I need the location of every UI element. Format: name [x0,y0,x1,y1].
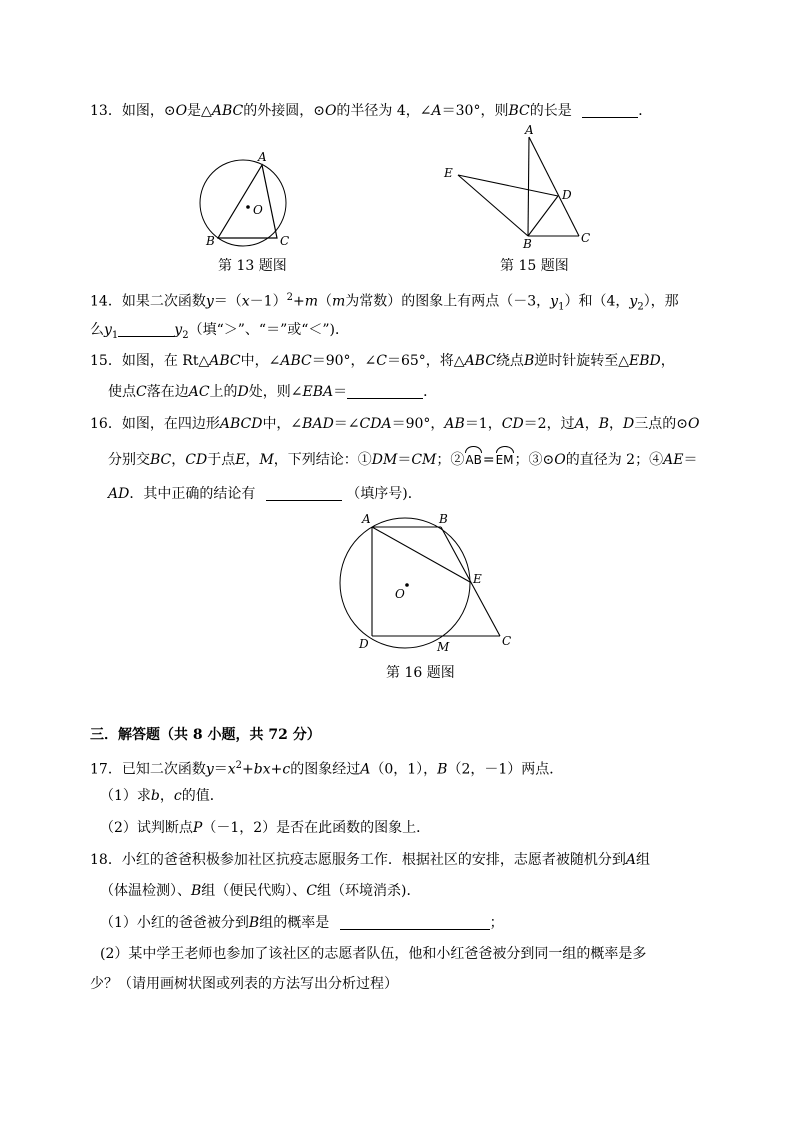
fig16-circle [340,518,470,648]
figure-15 [438,124,598,254]
arc-ab: AB [464,450,482,470]
fig16-seg-BC [441,527,500,636]
fig13-label-C: C [280,234,290,248]
figure-13 [195,145,315,255]
q16-line-3: AD．其中正确的结论有 （填序号)． [108,486,422,502]
fig13-triangle [218,165,277,238]
q16-answer-blank [266,484,342,501]
section-3-title: 三．解答题（共 8 小题，共 72 分） [90,727,321,743]
fig13-label-A: A [258,150,267,164]
q14-line-2: 么$y_1$ $y_2$（填“＞”、“＝”或“＜”)． [90,322,349,341]
fig13-label-O: O [253,203,263,217]
q15-answer-blank [347,382,423,399]
q13-answer-blank [582,101,638,118]
q18-answer-blank [340,913,490,930]
fig15-label-E: E [444,166,453,180]
fig15-seg-ED [458,175,558,196]
q17-line-1: 17．已知二次函数$y=x^2+bx+c$的图象经过A（0，1），B（2，－1）两点． [90,760,564,778]
q15-line-2: 使点C落在边AC上的D处，则∠EBA＝ ． [108,384,438,400]
q14-line-1: 14．如果二次函数$y=(x-1)^2+m(m$为常数）的图象上有两点（－3，$y_1$）和（4，$y_2$），那 [90,292,679,313]
fig13-label-B: B [206,234,215,248]
fig16-label-E: E [473,572,482,586]
q18-line-2: （体温检测）、B组（便民代购）、C组（环境消杀)． [100,883,421,899]
fig16-label-C: C [502,634,512,648]
fig16-label-O: O [395,587,405,601]
q17-part-1: （1）求b，c的值． [100,788,224,804]
fig15-seg-EB [458,175,528,236]
fig16-label-A: A [362,512,371,526]
fig15-label-D: D [562,188,572,202]
fig15-seg-BD [528,196,558,236]
arc-em: EM [495,450,515,470]
q15-line-1: 15．如图，在 Rt△ABC中，∠ABC＝90°，∠C＝65°，将△ABC绕点B逆时针旋转至△EBD， [90,353,675,369]
fig15-label-B: B [523,237,532,251]
q17-part-2: （2）试判断点P（－1，2）是否在此函数的图象上． [100,820,431,836]
q16-line-1: 16．如图，在四边形ABCD中，∠BAD＝∠CDA＝90°，AB＝1，CD＝2，过A，B，D三点的⊙O [90,416,700,432]
fig16-label-B: B [439,512,448,526]
q18-part-2-line-2: 少？（请用画树状图或列表的方法写出分析过程） [90,976,398,992]
fig16-caption: 第 16 题图 [386,665,455,681]
q14-answer-blank [118,320,174,337]
q18-line-1: 18．小红的爸爸积极参加社区抗疫志愿服务工作．根据社区的安排，志愿者被随机分到A组 [90,852,650,868]
fig13-center-dot [246,205,250,209]
fig16-label-M: M [437,640,450,654]
fig13-caption: 第 13 题图 [218,258,287,274]
fig16-label-D: D [359,637,369,651]
fig15-seg-AC [529,137,579,236]
fig15-caption: 第 15 题图 [500,258,569,274]
q13-line: 13．如图，⊙O是△ABC的外接圆，⊙O的半径为 4，∠A＝30°，则BC的长是 ． [90,103,653,119]
fig15-label-A: A [525,123,534,137]
q18-part-2-line-1: (2）某中学王老师也参加了该社区的志愿者队伍，他和小红爸爸被分到同一组的概率是多 [100,946,647,962]
fig15-label-C: C [581,231,591,245]
figure-16 [335,510,525,660]
fig16-center-dot [405,583,409,587]
fig15-seg-AB [528,137,529,236]
q18-part-1: （1）小红的爸爸被分到B组的概率是 ； [100,915,504,931]
q16-line-2: 分别交BC，CD于点E，M，下列结论：①DM＝CM；②AB=EM；③⊙O的直径为 2；④AE＝ [108,452,698,468]
